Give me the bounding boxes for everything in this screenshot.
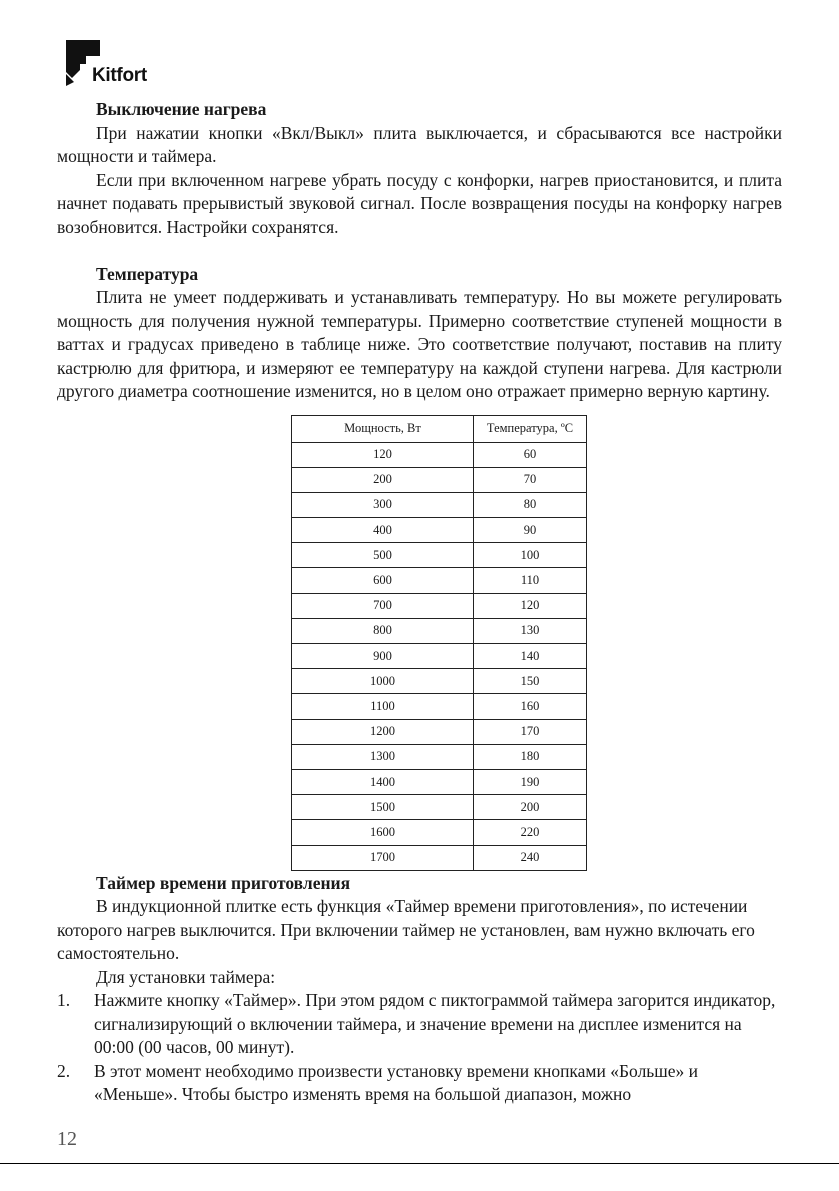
table-row [292,568,587,593]
power-cell: 900 [292,644,474,669]
power-cell: 1200 [292,719,474,744]
power-cell: 1100 [292,694,474,719]
table-row [292,442,587,467]
power-cell: 1500 [292,795,474,820]
power-cell: 1400 [292,769,474,794]
temperature-cell: 90 [474,518,587,543]
paragraph: Если при включенном нагреве убрать посуду с конфорки, нагрев приостановится, и плита начнет подавать прерывистый звуковой сигнал. После возвращения посуды на конфорку нагрев возобновится. Настройки сохранятся. [57,169,782,237]
paragraph: Для установки таймера: [96,966,276,987]
table-row [292,644,587,669]
power-cell: 120 [292,442,474,467]
table-row [292,593,587,618]
temperature-cell: 170 [474,719,587,744]
power-cell: 600 [292,568,474,593]
temperature-cell: 180 [474,744,587,769]
temperature-cell: 130 [474,618,587,643]
table-row [292,845,587,870]
page-content [57,98,782,1107]
power-cell: 400 [292,518,474,543]
temperature-cell: 100 [474,543,587,568]
temperature-cell: 110 [474,568,587,593]
list-item-text: Нажмите кнопку «Таймер». При этом рядом с пиктограммой таймера загорится индикатор, сигнализирующий о включении таймера, и значение времени на дисплее изменится на 00:00 (00 часов, 00 минут). [94,990,776,1058]
temperature-cell: 120 [474,593,587,618]
power-cell: 700 [292,593,474,618]
section-title-heat-off: Выключение нагрева [96,99,267,119]
power-cell: 800 [292,618,474,643]
column-header-temperature: Температура, ºС [474,415,587,442]
column-header-power: Мощность, Вт [292,415,474,442]
list-item-number: 1. [57,990,71,1011]
table-row [292,769,587,794]
temperature-cell: 60 [474,442,587,467]
table-row [292,618,587,643]
list-item-number: 2. [57,1060,71,1081]
table-row [292,492,587,517]
paragraph: Плита не умеет поддерживать и устанавливать температуру. Но вы можете регулировать мощность для получения нужной температуры. Примерно соответствие ступеней мощности в ваттах и градусах приведено в таблице ниже. Это соответствие получают, поставив на плиту кастрюлю для фритюра, и измеряют ее температуру на каждой ступени нагрева. Для кастрюли другого диаметра соотношение изменится, но в целом оно отражает примерно верную картину. [57,287,782,401]
power-cell: 1300 [292,744,474,769]
power-cell: 500 [292,543,474,568]
table-row [292,795,587,820]
table-row [292,669,587,694]
list-item [57,1060,782,1107]
table-header-row [292,415,587,442]
table-row [292,467,587,492]
page-number: 12 [57,1128,77,1150]
temperature-cell: 70 [474,467,587,492]
table-row [292,744,587,769]
temperature-cell: 80 [474,492,587,517]
section-title-temperature: Температура [96,263,199,284]
power-temperature-table [291,415,587,871]
power-cell: 200 [292,467,474,492]
temperature-cell: 240 [474,845,587,870]
paragraph: При нажатии кнопки «Вкл/Выкл» плита выключается, и сбрасываются все настройки мощности и таймера. [57,122,782,166]
bottom-divider [0,1163,839,1164]
temperature-cell: 190 [474,769,587,794]
temperature-cell: 150 [474,669,587,694]
temperature-cell: 200 [474,795,587,820]
section-title-timer: Таймер времени приготовления [96,872,351,893]
table-row [292,518,587,543]
brand-name: Kitfort [92,65,147,86]
power-cell: 300 [292,492,474,517]
temperature-cell: 140 [474,644,587,669]
power-cell: 1700 [292,845,474,870]
paragraph: В индукционной плитке есть функция «Таймер времени приготовления», по истечении которого нагрев выключится. При включении таймер не установлен, вам нужно включать его самостоятельно. [57,896,755,964]
list-item [57,989,782,1060]
timer-steps-list [57,989,782,1107]
brand-logo [66,40,176,86]
list-item-text: В этот момент необходимо произвести установку времени кнопками «Больше» и «Меньше». Чтобы быстро изменять время на большой диапазон, можно [94,1060,699,1105]
temperature-cell: 220 [474,820,587,845]
table-row [292,543,587,568]
power-cell: 1000 [292,669,474,694]
table-row [292,719,587,744]
table-row [292,820,587,845]
power-cell: 1600 [292,820,474,845]
table-row [292,694,587,719]
temperature-cell: 160 [474,694,587,719]
